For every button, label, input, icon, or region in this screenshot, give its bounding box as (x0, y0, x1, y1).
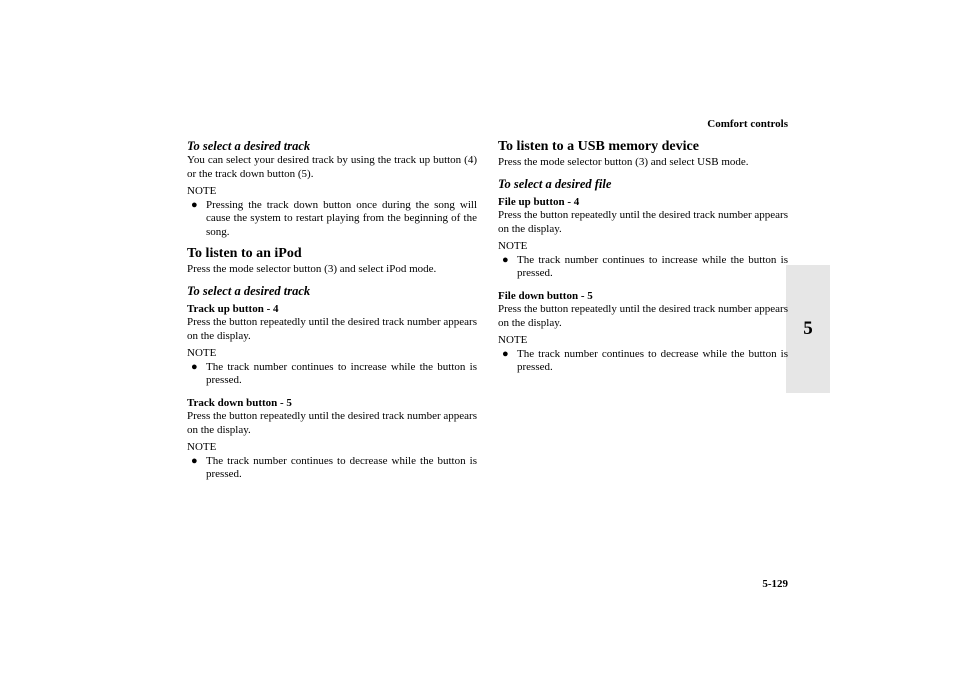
note-text: The track number continues to increase while the button is pressed. (517, 253, 788, 279)
bullet-icon: ● (502, 253, 509, 266)
section-body: Press the button repeatedly until the desired track number appears on the display. (187, 316, 477, 342)
note-text: The track number continues to decrease while the button is pressed. (517, 347, 788, 373)
note-text: The track number continues to increase while the button is pressed. (206, 360, 477, 386)
bullet-icon: ● (502, 347, 509, 360)
note-label: NOTE (187, 347, 217, 359)
note-text: The track number continues to decrease while the button is pressed. (206, 454, 477, 480)
chapter-number: 5 (803, 318, 813, 339)
section-body: Press the mode selector button (3) and select iPod mode. (187, 263, 437, 275)
note-bullet (191, 199, 477, 240)
chapter-tab (786, 265, 830, 393)
section-heading-ipod: To listen to an iPod (187, 246, 302, 261)
bullet-icon: ● (191, 198, 198, 211)
section-body: Press the button repeatedly until the desired track number appears on the display. (498, 209, 788, 235)
note-label: NOTE (187, 441, 217, 453)
note-text: Pressing the track down button once during the song will cause the system to restart playing from the beginning of the song. (206, 198, 477, 238)
section-body: Press the button repeatedly until the desired track number appears on the display. (498, 303, 788, 329)
subheading-file-up: File up button - 4 (498, 195, 580, 208)
left-column (187, 138, 477, 482)
note-label: NOTE (498, 240, 528, 252)
note-label: NOTE (187, 185, 217, 197)
subheading-track-down: Track down button - 5 (187, 396, 292, 409)
section-heading-select-track-ipod: To select a desired track (187, 283, 311, 298)
subheading-file-down: File down button - 5 (498, 289, 593, 302)
section-body: Press the button repeatedly until the desired track number appears on the display. (187, 410, 477, 436)
subheading-track-up: Track up button - 4 (187, 302, 279, 315)
note-bullet (502, 254, 788, 281)
section-heading-select-file: To select a desired file (498, 176, 612, 191)
page-number: 5-129 (762, 578, 788, 590)
section-heading-select-track: To select a desired track (187, 139, 311, 153)
note-bullet (502, 348, 788, 375)
section-body: You can select your desired track by using the track up button (4) or the track down button (5). (187, 154, 477, 180)
section-body: Press the mode selector button (3) and select USB mode. (498, 156, 749, 168)
note-bullet (191, 455, 477, 482)
section-heading-usb: To listen to a USB memory device (498, 139, 699, 154)
note-bullet (191, 361, 477, 388)
right-column (498, 138, 788, 375)
running-header: Comfort controls (707, 118, 788, 130)
bullet-icon: ● (191, 454, 198, 467)
note-label: NOTE (498, 334, 528, 346)
bullet-icon: ● (191, 360, 198, 373)
